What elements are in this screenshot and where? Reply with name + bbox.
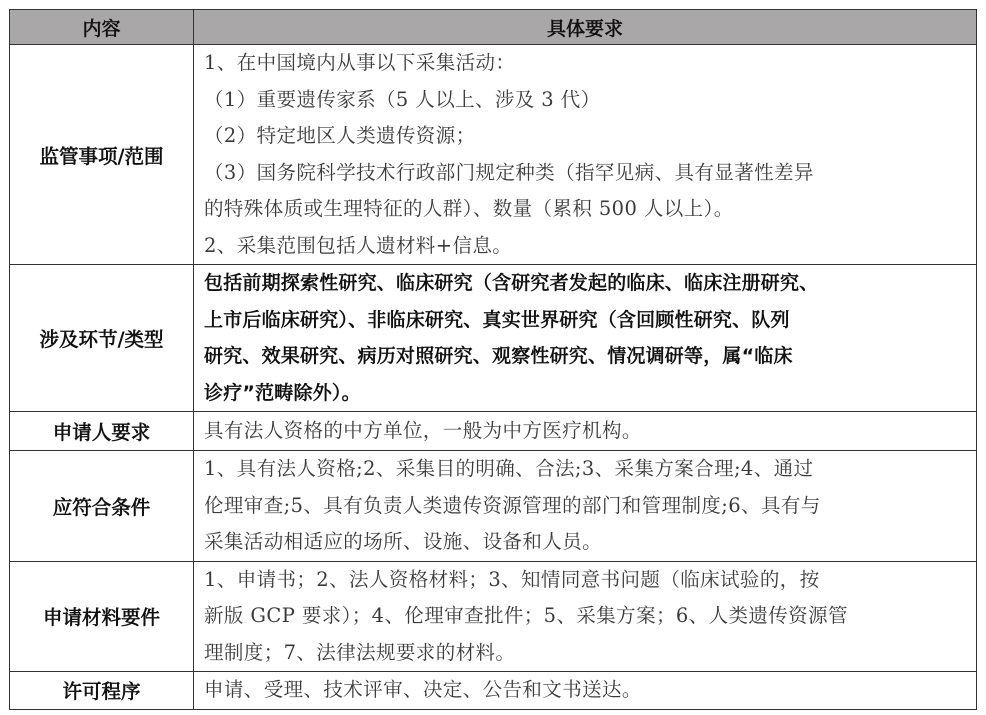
content-line: 研究、效果研究、病历对照研究、观察性研究、情况调研等，属“临床 bbox=[204, 345, 793, 367]
content-line: 申请、受理、技术评审、决定、公告和文书送达。 bbox=[204, 678, 642, 701]
content-line: （1）重要遗传家系（5 人以上、涉及 3 代） bbox=[204, 87, 601, 111]
content-line: 的特殊体质或生理特征的人群）、数量（累积 500 人以上）。 bbox=[204, 197, 734, 220]
table-row-conditions bbox=[10, 451, 977, 562]
content-line: 采集活动相适应的场所、设施、设备和人员。 bbox=[204, 530, 603, 553]
content-line: 诊疗”范畴除外）。 bbox=[204, 381, 361, 404]
header-requirements: 具体要求 bbox=[194, 10, 977, 45]
requirements-table bbox=[9, 9, 977, 710]
content-line: 2、采集范围包括人遗材料+信息。 bbox=[204, 233, 513, 257]
row-label: 许可程序 bbox=[10, 672, 194, 710]
header-content: 内容 bbox=[10, 10, 194, 45]
content-line: 理制度；7、法律法规要求的材料。 bbox=[204, 640, 516, 664]
row-label: 监管事项/范围 bbox=[10, 45, 194, 265]
content-line: 新版 GCP 要求）；4、伦理审查批件；5、采集方案；6、人类遗传资源管 bbox=[204, 604, 848, 627]
content-line: 包括前期探索性研究、临床研究（含研究者发起的临床、临床注册研究、 bbox=[204, 272, 819, 294]
content-line: 1、具有法人资格;2、采集目的明确、合法;3、采集方案合理;4、通过 bbox=[204, 457, 814, 480]
content-line: 1、申请书；2、法人资格材料；3、知情同意书问题（临床试验的，按 bbox=[204, 567, 820, 591]
row-content bbox=[194, 412, 977, 451]
content-line: 上市后临床研究）、非临床研究、真实世界研究（含回顾性研究、队列 bbox=[204, 308, 790, 331]
row-content bbox=[194, 561, 977, 672]
content-line: 具有法人资格的中方单位，一般为中方医疗机构。 bbox=[204, 418, 642, 442]
row-label: 申请人要求 bbox=[10, 412, 194, 451]
row-label: 应符合条件 bbox=[10, 451, 194, 562]
table-row-procedure bbox=[10, 672, 977, 710]
content-line: （3）国务院科学技术行政部门规定种类（指罕见病、具有显著性差异 bbox=[204, 160, 814, 184]
table-row-applicant bbox=[10, 412, 977, 451]
row-label: 申请材料要件 bbox=[10, 561, 194, 672]
content-line: 1、在中国境内从事以下采集活动： bbox=[204, 51, 516, 74]
table-row-types bbox=[10, 265, 977, 412]
row-content bbox=[194, 45, 977, 265]
row-content bbox=[194, 672, 977, 710]
row-label: 涉及环节/类型 bbox=[10, 265, 194, 412]
header-row bbox=[10, 10, 977, 45]
table-row-materials bbox=[10, 561, 977, 672]
row-content bbox=[194, 451, 977, 562]
table-row-scope bbox=[10, 45, 977, 265]
content-line: 伦理审查;5、具有负责人类遗传资源管理的部门和管理制度;6、具有与 bbox=[204, 493, 821, 517]
content-line: （2）特定地区人类遗传资源； bbox=[204, 124, 476, 147]
row-content bbox=[194, 265, 977, 412]
